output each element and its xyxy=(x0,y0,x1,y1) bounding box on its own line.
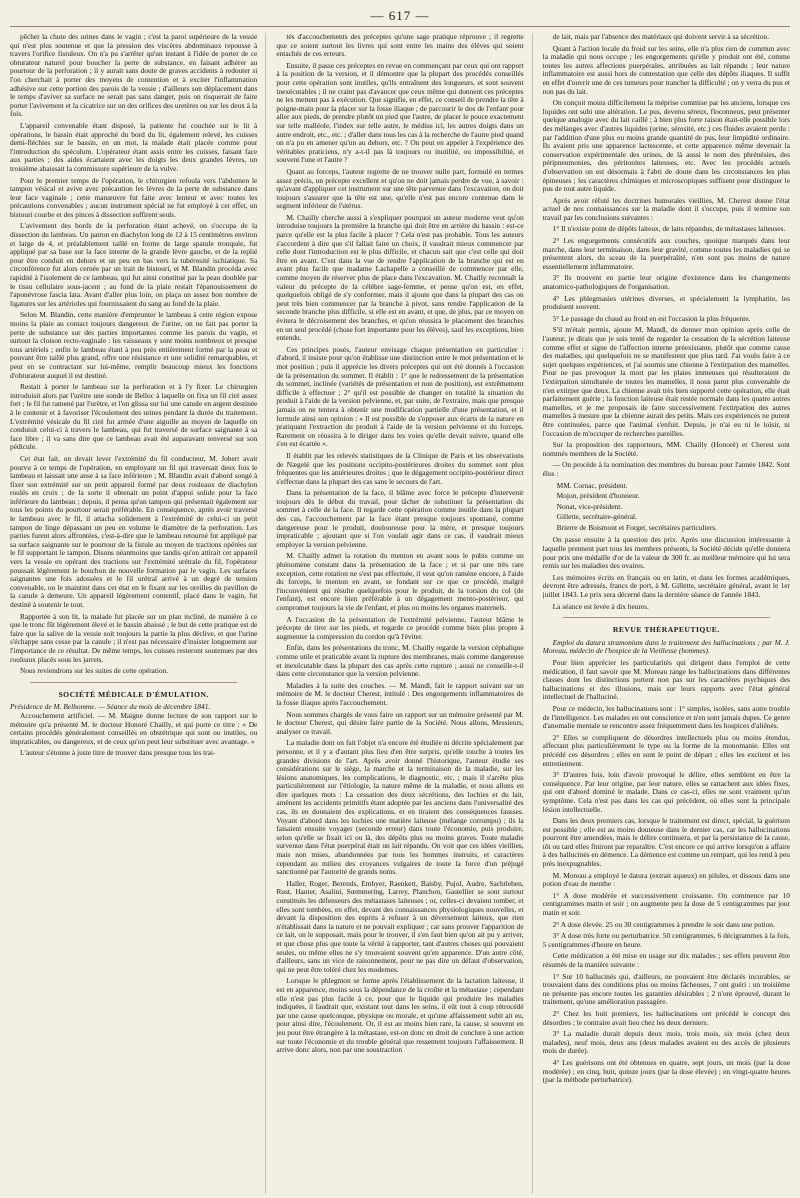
article-paragraph: 2° A dose élevée. 25 ou 30 centigrammes à prendre le soir dans une potion. xyxy=(552,919,775,929)
article-paragraph: L'auteur s'étonne à juste titre de trouver dans presque tous les trai- xyxy=(20,748,216,758)
article-paragraph: S'il m'était permis, ajoute M. Mandl, de donner mon opinion après celle de l'auteur, je dirais que je suis tenté de regarder la cessation de la sécrétion laiteuse comme effet et signe de l'affection interne préexistante, plutôt que comme cause des maladies, qui quelquefois ne se manifestent que plus tard. J'ai voulu faire à ce sujet quelques expériences, et j'ai soumis une chienne à l'extirpation des mamelles. Pour ne pas provoquer la mort par les plaies immenses qui résulteraient de l'extirpation simultanée de toutes les mamelles, il nous parut plus convenable de n'en extirper que deux. La chienne avait très bien supporté cette opération, elle était parfaitement guérie ; la fonction laiteuse était restée normale dans les quatre autres mamelles, et je me proposais de faire successivement l'extirpation des autres mamelles à mesure que la chienne aurait des petits. Mais ces expériences ne purent être continuées, parce que l'animal s'enfuit. Depuis, je n'ai eu ni le loisir, ni l'occasion de m'occuper de recherches pareilles. xyxy=(542,325,790,438)
officer-item: Gillette, secrétaire-général. xyxy=(556,512,637,522)
article-paragraph: de lait, mais par l'absence des matériaux qui doivent servir à sa sécrétion. xyxy=(552,33,770,41)
article-paragraph: Pour ce médecin, les hallucinations sont : 1° simples, isolées, sans autre trouble de l'intelligence. Les malades en ont conscience et n'en sont jamais dupes. Ce genre d'anomalie mentale se rencontre assez fréquemment dans les hospices d'aliénés. xyxy=(542,703,790,731)
article-paragraph: Les mémoires écrits en français ou en latin, et dans les formes académiques, devront être adressés, francs de port, à M. Gillette, secrétaire général, avant le 1er juillet 1843. Le prix sera décerné dans la dernière séance de l'année 1843. xyxy=(542,572,790,600)
article-paragraph: tés d'accouchements des préceptes qu'une sage pratique réprouve ; il regrette que ce soient surtout les livres qui sont entre les mains des élèves qui soient entachés de ces erreurs. xyxy=(276,33,524,59)
article-paragraph: On conçoit moins difficilement la méprise commise par les anciens, lorsque ces liquides ont subi une altération. Le pus, devenu séreux, floconneux, peut présenter quelque analogie avec du lait caillé ; à bien plus forte raison était-elle possible lors des mélanges avec d'autres liquides (urine, sérosité, etc.) ces fluides avaient perdu : par l'addition d'une plus ou moins grande quantité de pus, leur limpidité ordinaire. Ils avaient pris une apparence lactescente, et cette apparence même devenait la conservation expérimentale des urines, de là aussi le nom des phrénésies, des péripneumonies, des péritonites laiteuses, etc. Avec les procédés actuels d'observation on est désormais à l'abri de doute dans les circonstances les plus épineuses ; les caractères chimiques et microscopiques suffisent pour distinguer le pus de tout autre liquide. xyxy=(542,98,790,194)
officer-item: Nonat, vice-président. xyxy=(556,501,623,511)
article-paragraph: pêcher la chute des urines dans le vagin ; c'est la paroi supérieure de la vessie qui n'est plus soutenue et que la pression des viscères abdominaux repousse à travers l'orifice fistuleux. On n'a pu s'arrêter qu'un instant à l'idée de porter de ce obturateur naturel pour boucher la perte de substance, en faisant adhérer au pourtour de la perforation ; il y aurait sans doute de graves accidents à redouter si l'on cherchait à porter des moyens de contention et à exciter l'inflammation adhésive sur cette portion des parois de la vessie ; d'ailleurs son déplacement dans le temps d'aviver sa surface ne serait pas sans danger, puis on risquerait de faire porter l'avivement et la cicatrice sur un des orifices des uretères ou sur les deux à la fois. xyxy=(10,33,258,119)
article-paragraph: 3° D'autres fois, loin d'avoir provoqué le délire, elles semblent en être la conséquence. Par leur origine, par leur nature, elles se rattachent aux idées fixes, qui ont d'abord dominé le malade. Dans ce cas-ci, elles ne sont vraiment qu'un symptôme. Cela n'est pas dans les cas qui précèdent, où elles sont la principale lésion intellectuelle. xyxy=(542,770,790,814)
article-paragraph: On passe ensuite à la question des prix. Après une discussion intéressante à laquelle prennent part tous les membres présents, la Société décide qu'elle donnera pour prix une médaille d'or de la valeur de 300 fr. au meilleur mémoire qui lui sera remis sur les maladies des ovaires. xyxy=(542,535,790,571)
article-paragraph: M. Chailly cherche aussi à s'expliquer pourquoi un auteur moderne veut qu'on introduise toujours la première la branche qui doit être en arrière du bassin : est-ce parce qu'elle est la plus facile à placer ? Cela n'est pas probable. Tous les auteurs s'accordent à dire que s'il fallait faire un choix, il vaudrait mieux commencer par celle dont l'introduction est le plus difficile, et chacun sait que c'est celle qui doit être en avant. C'est dans la vue de rendre l'application de la branche qui est en avant plus facile que madame Lachapelle a conseillé de commencer par elle, comme moyen de réserver plus de place dans l'excavation. M. Chailly reconnaît la valeur du précepte de la célèbre sage-femme, et pense qu'on est, en effet, quelquefois obligé de s'y conformer, mais il ajoute que dans la plupart des cas on peut très bien commencer par la branche à pivot, sans rendre l'application de la seconde branche plus difficile, si elle est en avant, et que, de plus, par ce moyen on évitera le décroisement des branches, et qu'on réussira le placement des branches en un seul procédé (chose fort importante pour les élèves), sauf les exceptions, bien entendu. xyxy=(276,212,524,343)
officer-item: Brierre de Boismont et Forget, secrétaires particuliers. xyxy=(556,522,718,532)
article-paragraph: Haller, Roger, Berends, Embyer, Raenkert, Baisby, Pujol, Audre, Sachtleben, Rust, Hauter, Asalini, Sœmmering, Larrey, Planchon, Gastellier se sont surtout constitués les défenseurs des métastases laiteuses ; or, celles-ci devaient tomber, et elles sont tombées, en effet, devant des connaissances physiologiques nouvelles, et devant la disposition des esprits à refuser à un déversement laiteux, que rien n'établissait dans la nature et ne pouvait expliquer ; car sans prouver l'apparition de ce lait, on le supposait, mais pour le trouver, il s'en faut bien qu'on ait pu y arriver, et que chose plus que toute la vérité à rapporter, tant d'autres choses qui pouvaient seules, ou même elles ne s'y trouvaient souvent qu'en apparence. D'un autre côté, d'ailleurs, sans un vice de raisonnement, pour ne pas dire un défaut d'observation, qui ne peut être toléré chez les modernes. xyxy=(276,878,524,974)
article-paragraph: 2° Elles se compliquent de désordres intellectuels plus ou moins étendus, affectant plus particulièrement le type ou la forme de la monomanie. Elles ont précédé ces désordres ; elles en sont le point de départ ; elles les excitent et les entretiennent. xyxy=(542,732,790,768)
article-paragraph: Ces principes posés, l'auteur envisage chaque présentation en particulier : d'abord, il insiste pour qu'on établisse une distinction entre le mot présentation et le mot position ; puis il apprécie les divers préceptes qui ont été donnés à l'occasion de la présentation du sommet. Il établit : 1° que le redressement de la présentation du sommet, inclinée (variétés de présentation et non de position), est extrêmement difficile à effectuer ; 2° qu'il est possible de changer en totalité la situation du produit à l'aide de la version pelvienne, et, par suite, de l'extraire, mais que presque jamais on ne tentera à obtenir une modification partielle d'une présentation, et il formule ainsi son opinion : « Il est possible de s'opposer aux écarts de la nature en pratiquant l'extraction du produit à l'aide de la version pelvienne et du forceps. Rarement on réussira à le diriger dans les voies qu'elle devait suivre, quand elle s'en est écartée ». xyxy=(276,344,524,449)
article-paragraph: 1° Il n'existe point de dépôts laiteux, de laits répandus, de métastases laiteuses. xyxy=(552,224,786,234)
article-paragraph: Rapportée à son lit, la malade fut placée sur un plan incliné, de manière à ce que le tronc fût légèrement élevé et le bassin abaissé ; le but de cette pratique est de faire que la salive de la vessie soit toujours la partie la plus déclive, et que l'urine s'échappe sans cesse par la canule ; il n'est pas nécessaire d'insister longuement sur l'importance de ce résultat. De même temps, les cuisses resteront soutenues par des rouleaux placés sous les jarrets. xyxy=(10,611,258,664)
article-paragraph: 4° Les guérisons ont été obtenues en quatre, sept jours, un mois (par la dose modérée) ; en cinq, huit, quinze jours (par la dose élevée) ; en vingt-quatre heures (par la méthode perturbatrice). xyxy=(542,1057,790,1085)
article-paragraph: 4° Les phlegmasies utérines diverses, et spécialement la lymphatite, les produisent souvent. xyxy=(542,293,790,312)
column-left xyxy=(10,33,266,1193)
section-divider xyxy=(563,617,770,618)
article-paragraph: 3° Ils trouvent en partie leur origine d'existence dans les changements anatomico-pathologiques de l'organisation. xyxy=(542,273,790,292)
page-number: — 617 — xyxy=(10,6,790,27)
article-paragraph: Nous sommes chargés de vous faire un rapport sur un mémoire présenté par M. le docteur Cherest, qui désire faire partie de la Société. Nous allons, Messieurs, analyser ce travail. xyxy=(276,709,524,736)
article-paragraph: Après avoir réfuté les doctrines humorales vieillies, M. Cherest donne l'état actuel de nos connaissances sur la maladie dont il s'occupe, puis il termine son travail par les conclusions suivantes : xyxy=(542,195,790,222)
article-paragraph: Enfin, dans les présentations du tronc, M. Chailly regarde la version céphalique comme utile et praticable avant la rupture des membranes, mais comme dangereuse et inexécutable dans la plupart des cas après cette rupture ; aussi ne conseille-t-il dans cette circonstance que la version pelvienne. xyxy=(276,643,524,679)
article-paragraph: Quant au forceps, l'auteur regrette de ne trouver nulle part, formulé en termes assez précis, un précepte excellent et qu'on ne doit jamais perdre de vue, à savoir : qu'avant d'appliquer cet instrument sur une tête parvenue dans l'excavation, on doit toujours s'assurer que la tête est une, qu'elle n'est pas encore contenue dans le segment inférieur de l'utérus. xyxy=(276,166,524,211)
officers-list xyxy=(543,482,790,533)
section-title: SOCIÉTÉ MÉDICALE D'ÉMULATION. xyxy=(58,689,209,699)
section-divider xyxy=(30,682,237,683)
article-paragraph: L'appareil convenable étant disposé, la patiente fut couchée sur le lit à opérations, le bassin était approché du bord du lit, également relevé, les cuisses demi-fléchies sur le bassin, en un mot, la malade était placée comme pour l'introduction du spéculum. L'opérateur étant assis entre les cuisses, faisant face aux parties ; des aides écartaient avec les doigts les deux grandes lèvres, un troisième abaissait la commissure supérieure de la vulve. xyxy=(10,120,258,173)
article-intro: Emploi du datura stramonium dans le traitement des hallucinations ; par M. J. Moreau, médecin de l'hospice de la Vieillesse (hommes). xyxy=(542,637,790,656)
article-paragraph: M. Moreau a employé le datura (extrait aqueux) en pilules, et dissous dans une potion d'eau de menthe : xyxy=(542,870,790,889)
article-paragraph: 1° A dose modérée et successivement croissante. On commence par 10 centigrammes matin et soir ; on augmente peu la dose de 5 centigrammes par jour matin et soir. xyxy=(542,890,790,918)
article-paragraph: Quant à l'action locale du froid sur les seins, elle n'a plus rien de commun avec la maladie qui nous occupe ; les engorgements qu'elle y produit ont été, comme toutes les autres affections puerpérales, attribuées au lait répandu ; leur nature inflammatoire est aussi hors de contestation que celle des dépôts iliaques. Il suffit en effet d'ouvrir une de ces tumeurs pour trancher la difficulté ; on y verra du pus et non pas du lait. xyxy=(542,43,790,96)
article-paragraph: 1° Sur 10 hallucinés qui, d'ailleurs, ne pouvaient être déclarés incurables, se trouvaient dans des conditions plus ou moins fâcheuses, 7 ont guéri : un troisième ne présente pas encore toutes les garanties désirables ; 2 n'ont éprouvé, durant le traitement, qu'une amélioration passagère. xyxy=(542,971,790,1007)
column-middle xyxy=(276,33,532,1193)
article-paragraph: Cette médication a été mise en usage sur dix malades ; ses effets peuvent être résumés de la manière suivante : xyxy=(542,951,790,969)
article-paragraph: L'avivement des bords de la perforation étant achevé, on s'occupa de la dissection du lambeau. Un patron en diachylon long de 12 à 15 centimètres environ et large de 4, et préalablement taillé en forme de large spatule tronquée, fut appliqué par sa base sur la face interne de la grande lèvre gauche, et de la replié pour être conduit en dehors et un peu en bas vers la tubérosité ischiatique. Sa circonférence fut alors cernée par un trait de bistouri, et M. Blandin procéda avec rapidité à l'isolement de ce lambeau, qui fut ainsi constitué par la peau doublée par le tissu cellulaire sous-jacent ; au fond de la plaie restait l'épanouissement de l'aponévrose fascia lata. Avant d'aller plus loin, on plaça un assez bon nombre de ligatures sur les artérioles qui fournissaient du sang au fond de la plaie. xyxy=(10,221,258,308)
article-paragraph: Dans la présentation de la face, il blâme avec force le précepte d'intervenir toujours dès le début du travail, pour tâcher de substituer la présentation du sommet à celle de la face. Il regarde cette opération comme inutile dans la plupart des cas, l'accouchement par la face étant presque toujours spontané, comme dangereuse pour le produit, douloureuse pour la mère, et presque toujours impraticable ; ajoutant que si l'on voulait agir dans ce cas, il vaudrait mieux employer la version pelvienne. xyxy=(276,488,524,549)
article-paragraph: M. Chailly admet la rotation du menton en avant sous le pubis comme un phénomène constant dans la présentation de la face ; et si par une très rare exception, cette rotation ne s'est pas effectuée, il veut qu'on ramène encore, à l'aide du forceps, le menton en avant, se fondant sur ce que ce procédé, malgré l'inconvénient qui résulte quelquefois pour le produit, de la torsion du col (de l'enfant), est encore bien préférable à un dégagement mento-postérieur, qui compromet toujours la vie de l'enfant, et plus ou moins les organes maternels. xyxy=(276,551,524,612)
article-paragraph: 2° Chez les huit premiers, les hallucinations ont précédé le concept des désordres ; le contraire avait lieu chez les deux derniers. xyxy=(542,1008,790,1027)
columns xyxy=(10,33,790,1193)
article-paragraph: Nous reviendrons sur les suites de cette opération. xyxy=(20,666,169,676)
meeting-line: Présidence de M. Belhomme. — Séance du mois de décembre 1841. xyxy=(10,702,211,712)
article-paragraph: Sur la proposition des rapporteurs, MM. Chailly (Honoré) et Cherest sont nommés membres de la Société. xyxy=(542,440,790,458)
article-paragraph: Pour bien apprécier les particularités qui dirigent dans l'emploi de cette médication, il faut savoir que M. Moreau range les hallucinations dans différentes classes dont les distinctions portent non pas sur les caractères psychiques des hallucinations et des illusions, mais sur leurs rapports avec l'état général intellectuel de l'halluciné. xyxy=(542,658,790,702)
article-paragraph: Cet état fait, on devait lever l'extrémité du fil conducteur, M. Jobert avait pourvu à ce temps de l'opération, en employant un fil qui traversait deux fois le lambeau et laissait une anse à sa face inférieure ; M. Blandin avait d'abord songé à fixer son extrémité sur un petit appareil formé par deux rouleaux de diachylon roulés en croix ; de la sorte il obtenait un point d'appui solide pour la face inférieure du lambeau ; depuis, il pensa qu'un tampon qui présentait également sur tous les points du pourtour serait préférable. En conséquence, après avoir traversé le lambeau avec le fil, il attacha solidement à l'extrémité de celui-ci un petit tampon de linge dépassant un peu en volume le diamètre de la perforation. Les parties furent alors affrontées, c'est-à-dire que le lambeau retourné fut appliqué par sa surface saignante sur le pourtour de la fistule au moyen de tractions opérées sur le fil supportant le tampon. Disons néanmoins que tandis qu'on attirait cet appareil vers la vessie en opérant des tractions sur l'extrémité urétrale du fil, l'opérateur poussait légèrement le bouchon de nouvelle formation par le vagin. Les surfaces saignantes une fois adossées et le fil urétral arrivé à un degré de tension convenable, on le maintint dans cet état en le fixant sur les oreilles du pavillon de la canule à demeure. Un appareil légèrement contentif, placé dans le vagin, fut destiné à soutenir le tout. xyxy=(10,453,258,609)
article-paragraph: Lorsque le phlegmon se forme après l'établissement de la lactation laiteuse, il est en apparence, moins sous la dépendance de la croûte et la métastase ; cependant elle n'est pas plus facile à ce, pour que le liquide qui produire les maladies indiquées, il faudrait que, existant tout dans les seins, il eût tout à coup rétrocédé par une cause quelconque, physique ou morale, et qu'une affaissement subit ait eu, pour ainsi dire, l'écoulement. Or, il est au moins bien rare, la cause, si souvent en jeu pour être étrangère à la métastase, est-on donc en droit de conclure à une action sur toute l'économie et du trouble général que ressentent toujours l'affaissement. Il arrive donc alors, non par une soustraction xyxy=(276,976,524,1055)
officer-item: MM. Cornac, président. xyxy=(556,480,628,490)
article-paragraph: Dans les deux premiers cas, lorsque le traitement est direct, spécial, la guérison est possible ; elle est au moins douteuse dans le dernier cas, car les hallucinations pourront être amendées, mais le délire continuera, et par la persistance de la cause, tôt ou tard elles finiront par reparaître. C'est encore ce qui arrive lorsqu'on a affaire à des hallucinés en démence. La démence est comme un rempart, qui les rend à peu près inexpugnables. xyxy=(542,816,790,869)
column-right xyxy=(543,33,790,1193)
article-paragraph: La maladie dont on fait l'objet n'a encore été étudiée ni décrite spécialement par personne, et il y a d'autant plus lieu d'en être surpris, qu'elle touche à toutes les grandes divisions de l'art. Après avoir donné l'historique, l'auteur étudie ses considérations sur le siège, la marche et la terminaison de la maladie, sur les lésions anatomiques, les complications, le diagnostic, etc. ; mais il s'arrête plus particulièrement sur l'étiologie, la nature même de la maladie, et nous allons en dire quelques mots : La cessation des deux sécrétions, des lochies et du lait, amènent les accidents primitifs étant adoptée par les anciens dans l'universalité des cas, ils en donnaient des explications, et en tiraient des conséquences fausses. Voyant d'abord dans les lochies une matière laiteuse (mélange corrompu) ; ils la faisaient ensuite voyager (seconde erreur) dans toute l'économie, puis produire, selon qu'elle se fixait ici ou là, des dépôts plus ou moins graves. Toute maladie survenue dans l'état puerpéral était un lait répandu. On voit que ces idées vieillies, mais non mises, abandonnées par tous les hommes instruits, et caractères cependant au milieu des croyances vulgaires de toute la force d'un préjugé sanctionné par l'autorité de grands noms. xyxy=(276,738,524,877)
article-paragraph: — On procède à la nomination des membres du bureau pour l'année 1842. Sont élus : xyxy=(542,460,790,478)
officer-item: Mojon, président d'honneur. xyxy=(556,491,640,501)
article-paragraph: 3° A dose très forte ou perturbatrice. 50 centigrammes, 6 décigrammes à la fois, 5 centigrammes d'heure en heure. xyxy=(542,931,790,949)
article-paragraph: 5° Le passage du chaud au froid en est l'occasion la plus fréquente. xyxy=(552,313,751,323)
article-paragraph: Restait à porter le lambeau sur la perforation et à l'y fixer. Le chirurgien introduisit alors par l'urètre une sonde de Belloc à laquelle on fixa un fil ciré assez fort ; le fil fut ramené par l'urètre, et l'on glissa sur lui une canule en argent destinée à le contenir et à favoriser l'écoulement des urines pendant la durée du traitement. L'extrémité vésicale du fil ciré fut armée d'une aiguille au moyen de laquelle on conduisit celui-ci à travers le lambeau, qui fut traversé de surface saignante à sa face libre ; il va sans dire que ce lambeau avait été auparavant renversé sur son pédicule. xyxy=(10,382,258,452)
article-paragraph: 3° La maladie durait depuis deux mois, trois mois, six mois (chez deux malades), neuf mois, deux ans (deux malades avaient eu des accès de plusieurs mois de durée). xyxy=(542,1029,790,1056)
article-paragraph: Selon M. Blandin, cette manière d'emprunter le lambeau à cette région expose moins la plaie au contact toujours dangereux de l'urine, on ne fait pas porter la perte de substance sur des parties importantes comme les parois du vagin, et surtout la cloison recto-vaginale : les vaisseaux y sont moins nombreux et presque tous artériels ; enfin le lambeau étant à peu près entièrement formé par la peau et pouvant être taillé plus grand, offre une résistance et une solidité remarquables, et peut en se contractant sur lui-même, remplir beaucoup mieux les fonctions d'obturateur auquel il est destiné. xyxy=(10,310,258,380)
article-paragraph: Il établit par les relevés statistiques de la Clinique de Paris et les observations de Nægelé que les positions occipito-postérieures droites du sommet sont plus fréquentes que les antérieures droites ; que le dégagement occipito-postérieur direct s'effectue dans la plupart des cas sans le secours de l'art. xyxy=(276,450,524,486)
article-paragraph: La séance est levée à dix heures. xyxy=(552,601,649,611)
article-paragraph: Ensuite, il passe ces préceptes en revue en commençant par ceux qui ont rapport à la position de la version, et il démontre que la plupart des procédés conseillés pour cette opération sont inutiles, qu'ils entraînent des longueurs, et sont souvent inexécutables ; il ne craint pas d'avancer que ceux même qui donnent ces préceptes ne les mettent pas à exécution. Que signifie, en effet, ce conseil de prendre la tête à poigne-main pour la placer sur la fosse iliaque ; de parcourir le dos de l'enfant pour aller aux pieds, de prendre plutôt un pied que l'autre, de placer le pouce exactement sur telle malléole, l'index sur telle autre, le médius ici, les autres doigts dans un autre endroit, etc., etc. ; d'aller dans tous les cas à la recherche de l'autre pied quand on n'a pu en amener qu'un au dehors, etc. ? On peut en appeler à l'expérience des véritables praticiens, n'y a-t-il pas là toujours ou inutilité, ou impossibilité, et souvent l'une et l'autre ? xyxy=(276,60,524,165)
article-paragraph: A l'occasion de la présentation de l'extrémité pelvienne, l'auteur blâme le précepte de tirer sur les pieds, et regarde ce procédé comme bien plus propre à augmenter la compression du cordon qu'à l'éviter. xyxy=(276,614,524,641)
article-paragraph: 2° Les engorgements consécutifs aux couches, quoique marqués dans leur marche, dans leur terminaison, dans leur gravité, comme toutes les maladies qui se présentent alors, du sceau de la puerpéralité, n'en sont pas moins de nature essentiellement inflammatoire. xyxy=(542,236,790,271)
article-paragraph: Maladies à la suite des couches. — M. Mandl, fait le rapport suivant sur un mémoire de M. le docteur Cherest, intitulé : Des engorgements inflammatoires de la fosse iliaque après l'accouchement. xyxy=(276,680,524,707)
article-paragraph: Accouchement artificiel. — M. Maigne donne lecture de son rapport sur le mémoire qu'a présenté M. le docteur Honoré Chailly, et qui porte ce titre : « De certains procédés généralement conseillés en obstétrique qui sont ou inutiles, ou impraticables, ou dangereux, et de ceux qu'on peut leur substituer avec avantage. » xyxy=(10,710,258,746)
article-paragraph: Pour le premier temps de l'opération, le chirurgien refoula vers l'abdomen le tampon vésical et avive avec précaution les lèvres de la perte de substance dans leur face vaginale ; cette manœuvre fut faite avec lenteur et avec toutes les précautions convenables ; aucun instrument spécial ne fut employé à cet effet, un bistouri courbe et des pinces à dissection suffirent seuls. xyxy=(10,175,258,219)
section-title: REVUE THÉRAPEUTIQUE. xyxy=(612,625,720,635)
